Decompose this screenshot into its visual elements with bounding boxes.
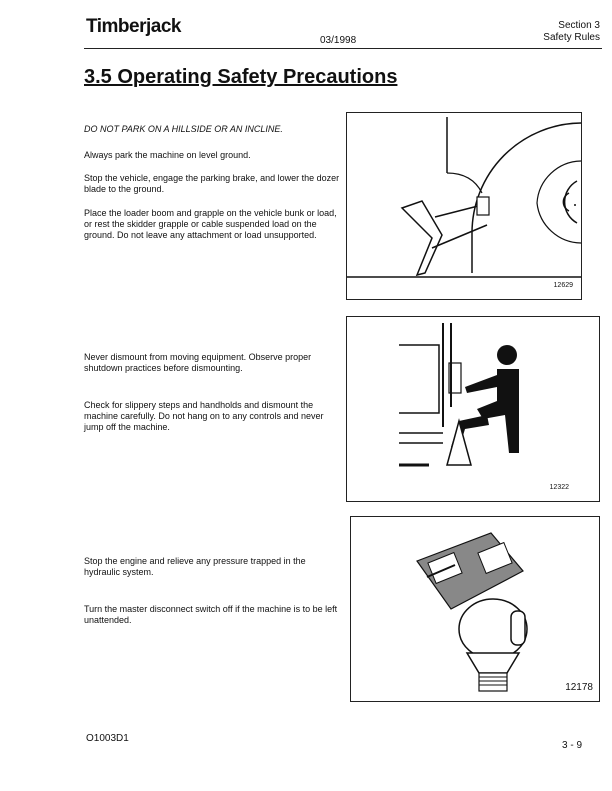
slippery-steps-text: Check for slippery steps and handholds and dismount the machine carefully. Do not hang on to any controls and never jump off the machine. <box>84 400 324 432</box>
page-number: 3 - 9 <box>562 740 583 751</box>
figure-number-12629: 12629 <box>553 282 573 289</box>
dismount-moving-text: Never dismount from moving equipment. Observe proper shutdown practices before dismounting. <box>84 352 312 373</box>
dismount-illustration <box>347 317 599 501</box>
figure-number-12322: 12322 <box>549 484 569 491</box>
brand-logo: Timberjack <box>86 16 181 37</box>
document-code: O1003D1 <box>86 733 129 744</box>
master-disconnect-text: Turn the master disconnect switch off if the machine is to be left unattended. <box>84 604 338 625</box>
master-disconnect-illustration <box>351 517 599 701</box>
dozer-blade-illustration <box>347 113 581 299</box>
hydraulic-pressure-text: Stop the engine and relieve any pressure trapped in the hydraulic system. <box>84 556 306 577</box>
attachment-support-text: Place the loader boom and grapple on the vehicle bunk or load, or rest the skidder grapple or cable suspended load on the ground. Do not leave any attachment or load unsupported. <box>84 208 337 240</box>
header-rule <box>84 48 602 49</box>
figure-dismount <box>346 316 600 502</box>
section-title: Safety Rules <box>543 32 600 43</box>
page-title: 3.5 Operating Safety Precautions <box>84 66 398 88</box>
figure-number-12178: 12178 <box>565 682 593 693</box>
parking-brake-text: Stop the vehicle, engage the parking brake, and lower the dozer blade to the ground. <box>84 173 340 194</box>
figure-master-disconnect <box>350 516 600 702</box>
header-date: 03/1998 <box>320 35 357 46</box>
section-number: Section 3 <box>558 20 600 31</box>
figure-dozer-blade <box>346 112 582 300</box>
park-level-text: Always park the machine on level ground. <box>84 150 251 160</box>
hillside-warning: DO NOT PARK ON A HILLSIDE OR AN INCLINE. <box>84 124 283 134</box>
header-section <box>543 20 600 44</box>
